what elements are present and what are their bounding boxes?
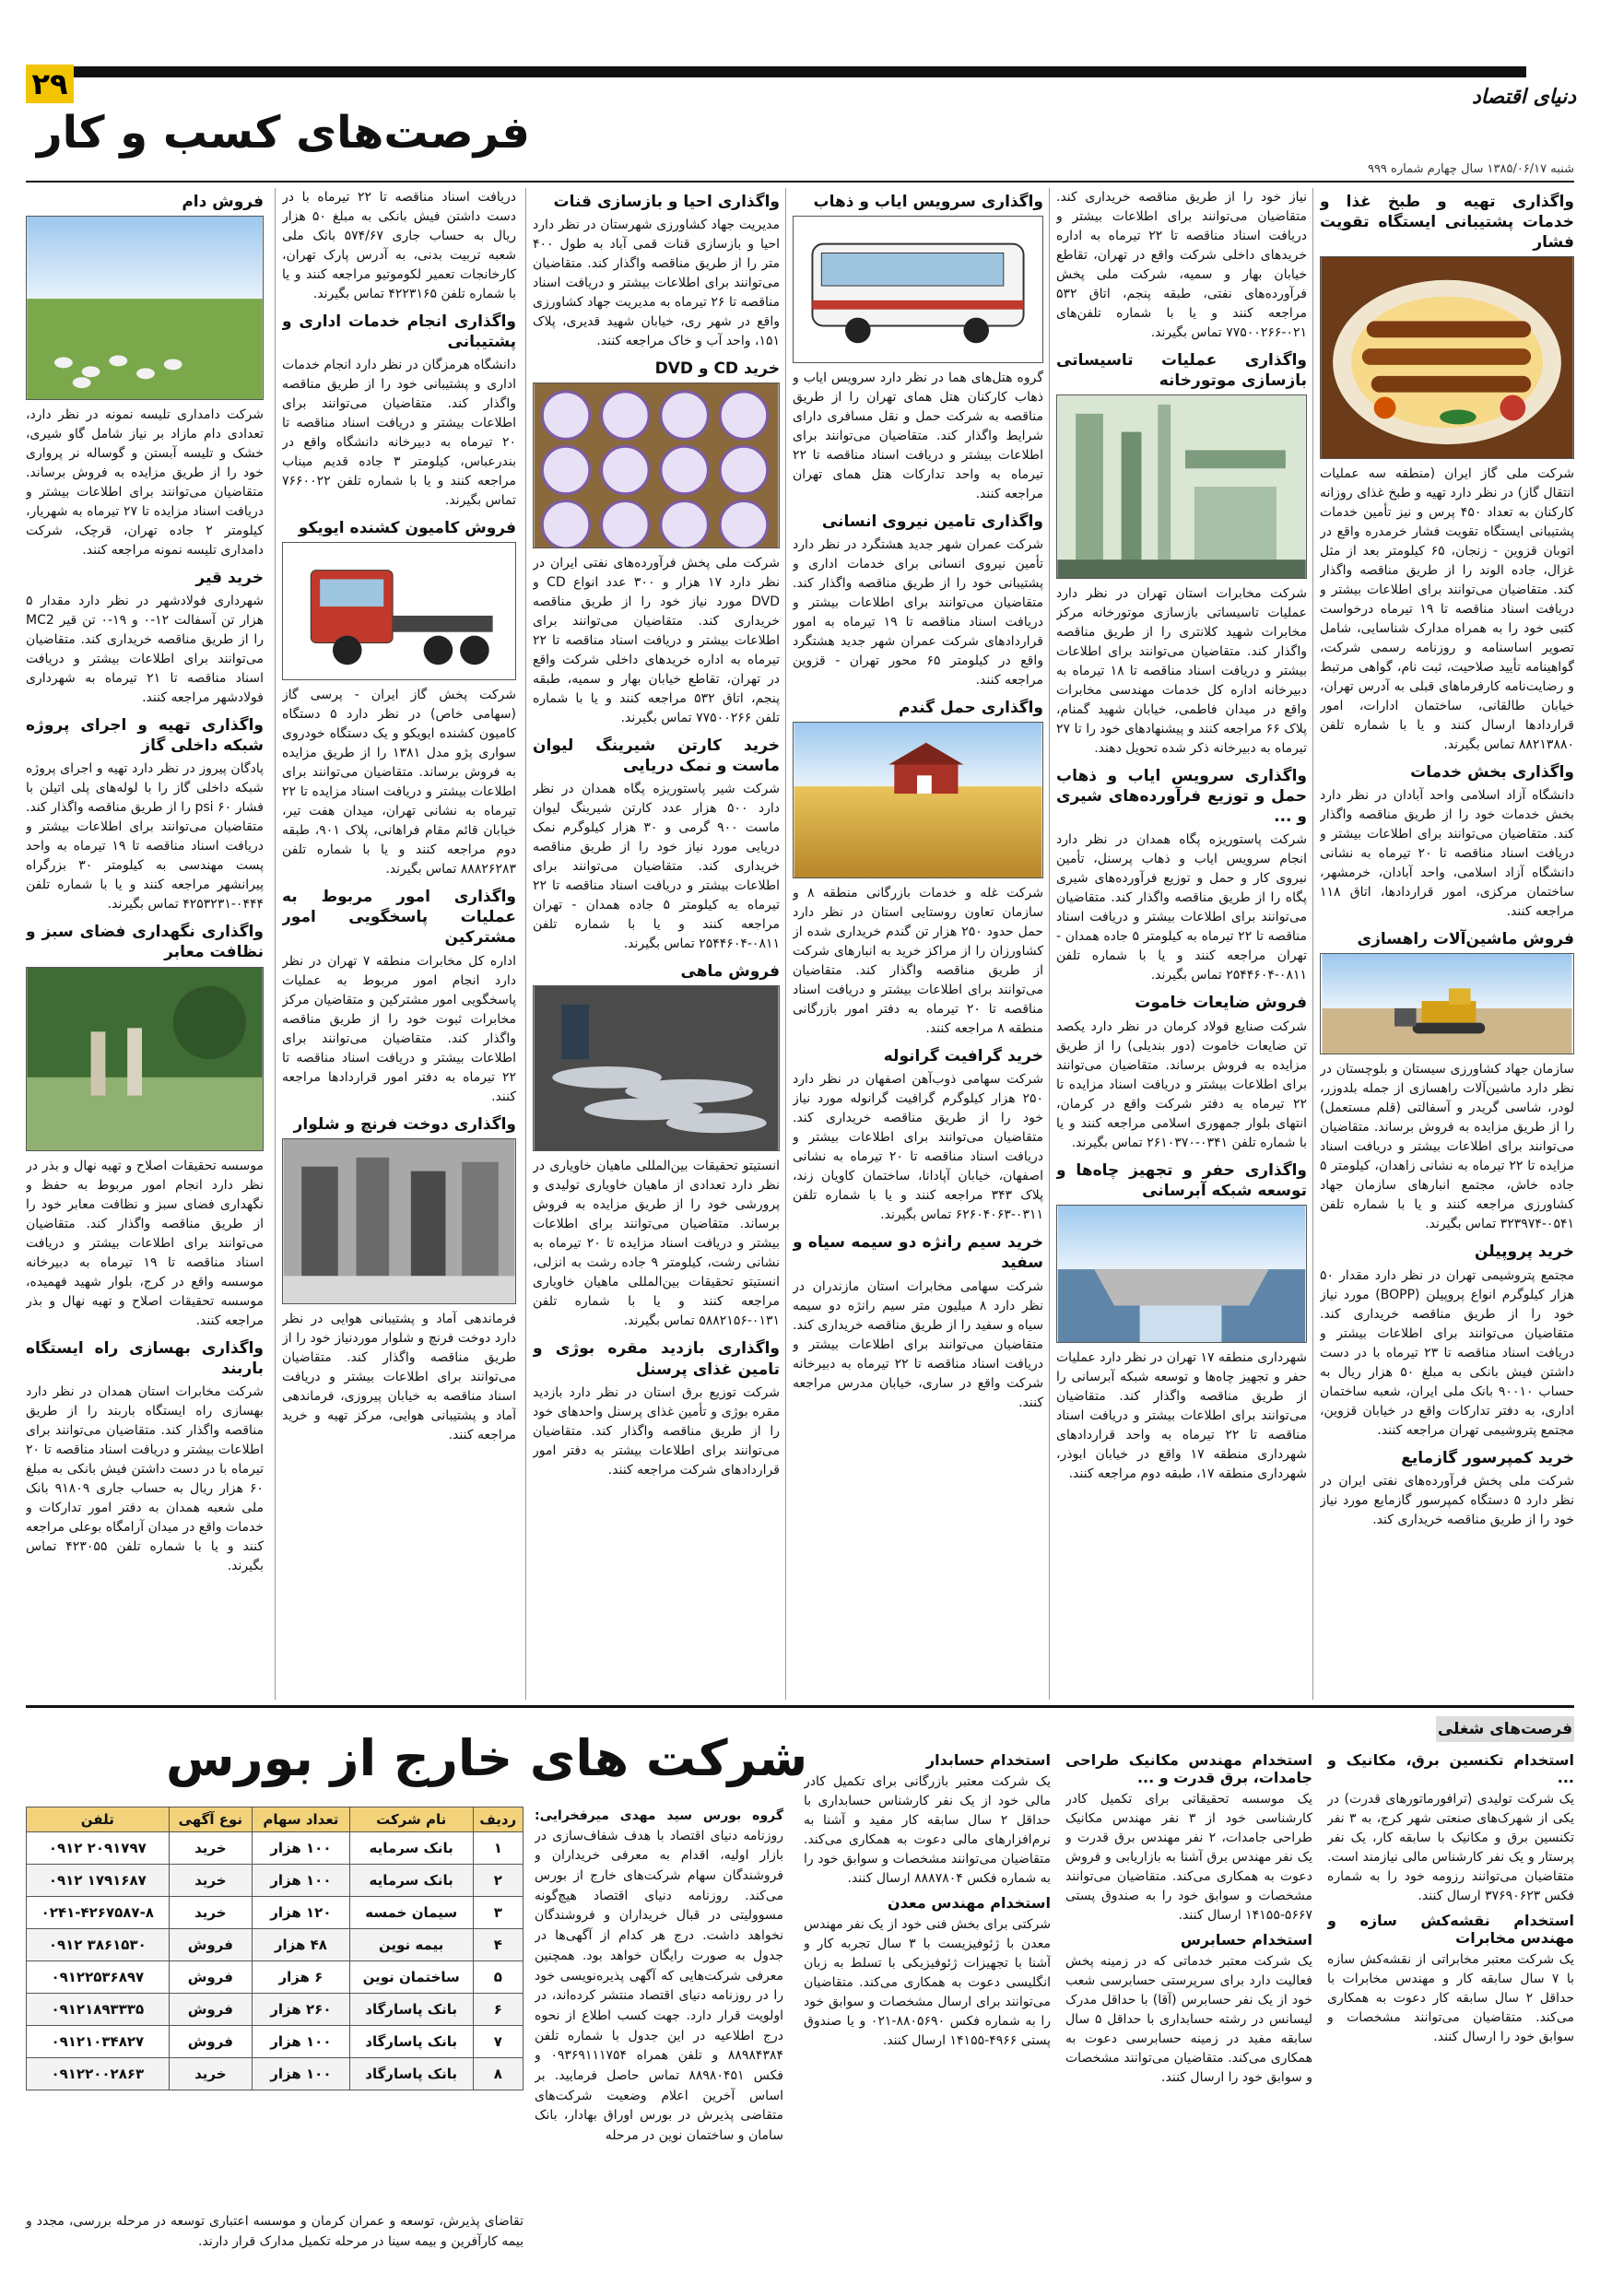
cell-ad-type: خرید	[169, 1865, 252, 1897]
article-title: خرید کارتن شیرینگ لیوان ماست و نمک دریایی	[533, 736, 780, 776]
article-road-machinery	[1320, 929, 1574, 1234]
job-title: استخدام حسابدار	[925, 1751, 1051, 1769]
article-qanat	[533, 192, 780, 351]
article-body: شرکت سهامی مخابرات استان مازندران در نظر دارد ۸ میلیون متر سیم رانژه دو سیمه سیاه و سفید را از طریق مناقصه خریداری کند. متقاضیان می‌توانند برای اطلاعات بیشتر و دریافت اسناد مناقصه تا ۲۲ تیرماه به دبیرخانه شرکت واقع در ساری، خیابان مدرس مراجعه کنند.	[793, 1278, 1043, 1410]
job-text: یک شرکت معتبر مخابراتی از نقشه‌کش سازه با ۷ سال سابقه کار و مهندس مخابرات با حداقل ۲ سال سابقه کار دعوت به همکاری می‌کند. متقاضیان می‌توانند مشخصات و سوابق خود را ارسال کنند.	[1327, 1952, 1574, 2044]
article-body: دانشگاه هرمزگان در نظر دارد انجام خدمات اداری و پشتیبانی خود را از طریق مناقصه واگذار کند. متقاضیان می‌توانند برای اطلاعات بیشتر و دریافت اسناد مناقصه تا ۲۰ تیرماه به دبیرخانه دانشگاه واقع در بندرعباس، کیلومتر ۳ جاده قدیم میناب مراجعه کنند و یا با شماره تلفن ۷۶۶۰۰۲۲ تماس بگیرند.	[282, 358, 516, 509]
cell-company: بانک پاسارگاد	[349, 2058, 473, 2090]
article-title: خرید CD و DVD	[654, 359, 780, 379]
cell-row-number: ۶	[473, 1994, 523, 2026]
article-body: شرکت عمران شهر جدید هشتگرد در نظر دارد تأمین نیروی انسانی برای خدمات اداری و پشتیبانی خود را از طریق مناقصه واگذار کند. متقاضیان می‌توانند برای اطلاعات بیشتر و دریافت اسناد مناقصه تا ۱۹ تیرماه به امور قراردادهای شرکت عمران شهر جدید هشتگرد واقع در کیلومتر ۶۵ محور تهران - قزوین مراجعه کنند.	[793, 537, 1043, 689]
kebab-food-image	[1320, 256, 1574, 459]
bourse-intro-text: روزنامه دنیای اقتصاد با هدف شفاف‌سازی در بازار اولیه، اقدام به معرفی خریداران و فروشندگان سهام شرکت‌های خارج از بورس می‌کند. روزنامه دنیای اقتصاد هیچ‌گونه مسوولیتی در قبال خریداران و فروشندگان نخواهد داشت. درج هر کدام از آگهی‌ها در جدول به صورت رایگان خواهد بود. همچنین معرفی شرکت‌هایی که آگهی پذیره‌نویسی خود را در روزنامه دنیای اقتصاد منتشر کرده‌اند، در اولویت قرار دارد. جهت کسب اطلاع از نحوه درج اطلاعیه در این جدول با شماره تلفن ۸۸۹۸۴۳۸۴ و تلفن همراه ۰۹۳۶۹۱۱۱۷۵۴ و فکس ۸۸۹۸۰۴۵۱ تماس حاصل فرمایید. بر اساس آخرین اعلام وضعیت شرکت‌های متقاضی پذیرش در بورس اوراق بهادار، بانک سامان و ساختمان نوین در مرحله	[535, 1828, 783, 2143]
article-body: شرکت صنایع فولاد کرمان در نظر دارد یکصد تن ضایعات خاموت (دور بندیلی) را از طریق مزایده به فروش برساند. متقاضیان می‌توانند برای اطلاعات بیشتر و دریافت اسناد مزایده تا ۲۲ تیرماه به دفتر شرکت واقع در کرمان، انتهای بلوار جمهوری اسلامی مراجعه کنند و یا با شماره تلفن ۰۳۴۱-۲۶۱۰۳۷۰ تماس بگیرند.	[1056, 1018, 1307, 1150]
article-cd-dvd	[533, 359, 780, 728]
cell-company: سیمان خمسه	[349, 1897, 473, 1929]
cell-ad-type: خرید	[169, 1897, 252, 1929]
engine-room-image	[1056, 394, 1307, 579]
article-services	[1320, 762, 1574, 922]
cell-phone: ۰۹۱۲۱۸۹۳۳۳۵	[27, 1994, 170, 2026]
column-5	[282, 188, 516, 1700]
cell-ad-type: فروش	[169, 1994, 252, 2026]
article-body: شرکت دامداری تلیسه نمونه در نظر دارد، تعدادی دام مازاد بر نیاز شامل گاو شیری، خشک و تلیسه آبستن و گوساله نر پرواری خود را از طریق مزایده به فروش برساند. متقاضیان می‌توانند برای اطلاعات بیشتر و دریافت اسناد مزایده تا ۲۷ تیرماه به شهریار، کیلومتر ۲ جاده تهران، قرچک، شرکت دامداری تلیسه نمونه مراجعه کنند.	[26, 407, 264, 559]
jobs-header: فرصت‌های شغلی	[1436, 1716, 1574, 1742]
park-image	[26, 967, 264, 1151]
cell-shares: ۱۰۰ هزار	[253, 1832, 350, 1865]
article-graphite	[793, 1046, 1043, 1225]
job-title: استخدام تکنسین برق، مکانیک و ...	[1327, 1751, 1574, 1786]
article-body: مدیریت جهاد کشاورزی شهرستان در نظر دارد احیا و بازسازی قنات قمی آباد به طول ۴۰۰ متر را از طریق مناقصه واگذار کند. متقاضیان می‌توانند برای اطلاعات بیشتر و دریافت اسناد مناقصه تا ۲۶ تیرماه به مدیریت جهاد کشاورزی واقع در شهر ری، خیابان شهید قدیری، پلاک ۱۵۱، واحد آب و خاک مراجعه کنند.	[533, 218, 780, 349]
cell-phone: ۰۹۱۲۲۰۰۲۸۶۳	[27, 2058, 170, 2090]
article-wire	[793, 1232, 1043, 1412]
article-title: خرید کمپرسور گازمایع	[1401, 1448, 1574, 1467]
article-title: واگذاری بازدید مقره بوژی و تامین غذای پرسنل	[533, 1339, 780, 1379]
cell-company: بانک پاسارگاد	[349, 1994, 473, 2026]
bourse-intro	[535, 1807, 783, 2258]
cell-company: ساختمان نوین	[349, 1961, 473, 1994]
article-wheat	[793, 698, 1043, 1039]
article-body: گروه هتل‌های هما در نظر دارد سرویس ایاب و ذهاب کارکنان هتل همای تهران را از طریق مناقصه به شرکت حمل و نقل مسافری دارای شرایط واگذار کند. متقاضیان می‌توانند برای اطلاعات بیشتر و دریافت اسناد مناقصه تا ۲۲ تیرماه به واحد تدارکات هتل همای تهران مراجعه کنند.	[793, 371, 1043, 502]
article-body: فرماندهی آماد و پشتیبانی هوایی در نظر دارد دوخت فرنچ و شلوار موردنیاز خود را از طریق مناقصه واگذار کند. متقاضیان می‌توانند برای اطلاعات بیشتر و دریافت اسناد مناقصه به خیابان پیروزی، فرماندهی آماد و پشتیبانی هوایی، مرکز تهیه و خرید مراجعه کنند.	[282, 1311, 516, 1442]
article-green-space	[26, 922, 264, 1330]
cell-shares: ۴۸ هزار	[253, 1929, 350, 1961]
article-title: واگذاری تهیه و طبخ غذا و خدمات پشتیبانی ایستگاه تقویت فشار	[1320, 193, 1574, 253]
table-row	[27, 2026, 524, 2058]
column-2	[1056, 188, 1307, 1700]
article-body: دانشگاه آزاد اسلامی واحد آبادان در نظر دارد بخش خدمات خود را از طریق مناقصه واگذار کند. متقاضیان می‌توانند برای اطلاعات بیشتر و دریافت اسناد مناقصه تا ۲۰ تیرماه به نشانی دانشگاه آزاد اسلامی، واحد آبادان، خرمشهر، ساختمان مرکزی، امور قراردادها، اتاق ۱۱۸ مراجعه کنند.	[1320, 788, 1574, 920]
article-body: شهرداری منطقه ۱۷ تهران در نظر دارد عملیات حفر و تجهیز چاه‌ها و توسعه شبکه آبرسانی را از طریق مناقصه واگذار کند. متقاضیان می‌توانند برای اطلاعات بیشتر و دریافت اسناد مناقصه تا ۲۲ تیرماه به واحد قراردادهای شهرداری منطقه ۱۷ واقع در خیابان ابوذر، شهرداری منطقه ۱۷، طبقه دوم مراجعه کنند.	[1056, 1349, 1307, 1481]
section-rule	[26, 1705, 1574, 1708]
jobs-column-3	[804, 1748, 1051, 2269]
cell-ad-type: خرید	[169, 2058, 252, 2090]
header-row-number: ردیف	[473, 1807, 523, 1832]
page-number: ۲۹	[26, 65, 74, 103]
article-propylene	[1320, 1242, 1574, 1440]
article-body: شرکت سهامی ذوب‌آهن اصفهان در نظر دارد ۲۵۰ هزار کیلوگرم گرافیت گرانوله مورد نیاز خود را از طریق مناقصه خریداری کند. متقاضیان می‌توانند برای اطلاعات بیشتر و دریافت اسناد مناقصه تا ۲۰ تیرماه به نشانی اصفهان، خیابان آپادانا، ساختمان کاویان زند، پلاک ۳۴۳ مراجعه کنند و یا با شماره تلفن ۰۳۱۱-۶۲۶۰۴۰۶۳ تماس بگیرند.	[793, 1072, 1043, 1223]
article-compressor	[1320, 1448, 1574, 1530]
article-title: واگذاری تهیه و اجرای پروژه شبکه داخلی گاز	[26, 716, 264, 756]
article-title: خرید پروپیلن	[1474, 1242, 1574, 1262]
column-separator	[785, 188, 786, 1700]
article-admin-services	[282, 312, 516, 511]
article-iveco	[282, 518, 516, 879]
article-body: شرکت توزیع برق استان در نظر دارد بازدید مقره بوژی و تأمین غذای پرسنل واحدهای خود را از طریق مناقصه واگذار کند. متقاضیان می‌توانند برای اطلاعات بیشتر به دفتر امور قراردادهای شرکت مراجعه کنند.	[533, 1384, 780, 1478]
article-title: واگذاری بخش خدمات	[1410, 763, 1574, 783]
article-body: شرکت مخابرات استان همدان در نظر دارد بهسازی راه ایستگاه باربند را از طریق مناقصه واگذار کند. متقاضیان می‌توانند برای اطلاعات بیشتر و دریافت اسناد مناقصه تا ۲۰ تیرماه با در دست داشتن فیش بانکی به مبلغ ۶۰ هزار ریال به حساب جاری ۹۱۸۰۹ بانک ملی شعبه همدان به دفتر امور تدارکات و خدمات واقع در میدان آرامگاه بوعلی مراجعه کنند و یا با شماره تلفن ۴۲۳۰۵۵ تماس بگیرند.	[26, 1383, 264, 1573]
table-header-row	[27, 1807, 524, 1832]
article-title: واگذاری حمل گندم	[898, 699, 1043, 718]
article-title: واگذاری عملیات تاسیساتی بازسازی موتورخانه	[1056, 351, 1307, 391]
article-body: شرکت غله و خدمات بازرگانی منطقه ۸ و سازمان تعاون روستایی استان در نظر دارد حمل حدود ۲۵۰ هزار تن گندم خریداری شده از کشاورزان را از مراکز خرید به انبارهای شرکت از طریق مناقصه واگذار کند. متقاضیان می‌توانند برای اطلاعات بیشتر و دریافت اسناد مناقصه تا ۲۰ تیرماه به دفتر امور بازرگانی منطقه ۸ مراجعه کنند.	[793, 886, 1043, 1037]
brand-logo: دنیای اقتصاد	[1472, 85, 1576, 109]
article-title: واگذاری حفر و تجهیز چاه‌ها و توسعه شبکه آبرسانی	[1056, 1160, 1307, 1200]
article-title: فروش ماهی	[680, 962, 780, 982]
header-ad-type: نوع آگهی	[169, 1807, 252, 1832]
article-body: دریافت اسناد مناقصه تا ۲۲ تیرماه با در دست داشتن فیش بانکی به مبلغ ۵۰ هزار ریال به حساب جاری ۵۷۴/۶۷ بانک ملی شعبه تربیت بدنی، به آدرس پارک تهران، کارخانجات تعمیر لکوموتیو مراجعه کنند و یا با شماره تلفن ۴۲۲۳۱۶۵ تماس بگیرند.	[282, 190, 516, 301]
article-continued	[282, 188, 516, 304]
dam-water-image	[1056, 1205, 1307, 1343]
article-title: واگذاری انجام خدمات اداری و پشتیبانی	[282, 312, 516, 352]
article-engine-room	[1056, 350, 1307, 759]
article-body: شرکت پاستوریزه پگاه همدان در نظر دارد انجام سرویس ایاب و ذهاب پرسنل، تأمین نیروی کار و حمل و توزیع فرآورده‌های شیری پگاه را از طریق مناقصه واگذار کند. متقاضیان می‌توانند برای اطلاعات بیشتر و دریافت اسناد مناقصه تا ۲۲ تیرماه به کیلومتر ۵ جاده همدان - تهران مراجعه کنند و یا با شماره تلفن ۰۸۱۱-۲۵۴۴۶۰۴ تماس بگیرند.	[1056, 832, 1307, 983]
article-body: انستیتو تحقیقات بین‌المللی ماهیان خاویاری در نظر دارد تعدادی از ماهیان خاویاری تولیدی و پرورشی خود را از طریق مزایده به فروش برساند. متقاضیان می‌توانند برای اطلاعات بیشتر و دریافت اسناد مزایده تا ۲۰ تیرماه به نشانی رشت، کیلومتر ۹ جاده رشت به انزلی، انستیتو تحقیقات بین‌المللی ماهیان خاویاری مراجعه کنند و یا با شماره تلفن ۰۱۳۱-۵۸۸۲۱۵۶ تماس بگیرند.	[533, 1159, 780, 1329]
column-separator	[525, 188, 526, 1700]
article-title: واگذاری بهسازی راه ایستگاه باربند	[26, 1338, 264, 1378]
article-title: خرید قیر	[195, 569, 264, 588]
cell-shares: ۱۰۰ هزار	[253, 1865, 350, 1897]
bottom-section	[0, 1705, 1600, 2295]
column-1	[1320, 188, 1574, 1700]
article-food-services	[1320, 192, 1574, 755]
cell-company: بانک سرمایه	[349, 1865, 473, 1897]
column-separator	[275, 188, 276, 1700]
tailoring-image	[282, 1138, 516, 1304]
article-wells	[1056, 1160, 1307, 1484]
job-text: یک موسسه تحقیقاتی برای تکمیل کادر کارشناسی خود از ۳ نفر مهندس مکانیک طراحی جامدات، ۲ نفر مهندس برق قدرت و یک نفر مهندس برق آشنا به بازاریابی و فروش دعوت به همکاری می‌کند. متقاضیان می‌توانند مشخصات و سوابق خود را به صندوق پستی ۵۶۶۷-۱۴۱۵۵ ارسال کنند.	[1065, 1792, 1312, 1923]
cell-company: بانک سرمایه	[349, 1832, 473, 1865]
table-row	[27, 1961, 524, 1994]
cell-phone: ۰۲۴۱-۴۲۶۷۵۸۷-۸	[27, 1897, 170, 1929]
job-title: استخدام مهندس معدن	[887, 1894, 1051, 1912]
article-body: سازمان جهاد کشاورزی سیستان و بلوچستان در نظر دارد ماشین‌آلات راهسازی از جمله بلدوزر، لودر، شاسی گریدر و آسفالتی (قلم مستعمل) را از طریق مزایده به فروش برساند. متقاضیان می‌توانند برای اطلاعات بیشتر و دریافت اسناد مزایده تا ۲۲ تیرماه به نشانی زاهدان، کیلومتر ۵ جاده خاش، مجتمع انبارهای سازمان جهاد کشاورزی مراجعه کنند و یا با شماره تلفن ۰۵۴۱-۳۲۳۹۷۴ تماس بگیرند.	[1320, 1062, 1574, 1232]
cell-phone: ۰۹۱۲۱۰۳۴۸۲۷	[27, 2026, 170, 2058]
article-body: نیاز خود را از طریق مناقصه خریداری کند. متقاضیان می‌توانند برای اطلاعات بیشتر و دریافت اسناد مناقصه تا ۲۲ تیرماه به اداره خریدهای داخلی شرکت واقع در تهران، تقاطع خیابان بهار و سمیه، شرکت ملی پخش فرآورده‌های نفتی، طبقه پنجم، اتاق ۵۳۲ مراجعه کنند و یا با شماره تلفن‌های ۰۲۱-۷۷۵۰۰۲۶۶ تماس بگیرند.	[1056, 190, 1307, 340]
cell-row-number: ۱	[473, 1832, 523, 1865]
article-title: فروش دام	[182, 193, 264, 211]
article-title: خرید سیم رانژه دو سیمه سیاه و سفید	[793, 1233, 1043, 1273]
article-body: موسسه تحقیقات اصلاح و تهیه نهال و بذر در نظر دارد انجام امور مربوط به حفظ و نگهداری فضای سبز و نظافت معابر خود را از طریق مناقصه واگذار کند. متقاضیان می‌توانند برای اطلاعات بیشتر و دریافت اسناد مناقصه تا ۱۹ تیرماه به دبیرخانه موسسه واقع در کرج، بلوار شهید فهمیده، موسسه تحقیقات اصلاح و تهیه نهال و بذر مراجعه کنند.	[26, 1158, 264, 1328]
cell-row-number: ۴	[473, 1929, 523, 1961]
job-title: استخدام مهندس مکانیک طراحی جامدات، برق قدرت و ...	[1065, 1751, 1312, 1786]
article-title: واگذاری تامین نیروی انسانی	[821, 512, 1043, 532]
article-bitumen	[26, 568, 264, 708]
cell-row-number: ۲	[473, 1865, 523, 1897]
article-title: واگذاری سرویس ایاب و ذهاب حمل و توزیع فرآورده‌های شیری و ...	[1056, 767, 1307, 827]
header-shares: تعداد سهام	[253, 1807, 350, 1832]
header-company: نام شرکت	[349, 1807, 473, 1832]
article-gas-network	[26, 715, 264, 914]
cell-shares: ۱۰۰ هزار	[253, 2026, 350, 2058]
cd-dvd-image	[533, 383, 780, 548]
bus-image	[793, 216, 1043, 363]
cell-phone: ۰۹۱۲ ۱۷۹۱۶۸۷	[27, 1865, 170, 1897]
cell-row-number: ۸	[473, 2058, 523, 2090]
article-fish	[533, 961, 780, 1331]
article-scrap	[1056, 993, 1307, 1152]
article-road-station	[26, 1338, 264, 1576]
jobs-column-2	[1065, 1748, 1312, 2269]
article-continued	[1056, 188, 1307, 343]
article-title: فروش ماشین‌آلات راهسازی	[1357, 930, 1574, 949]
cell-phone: ۰۹۱۲۲۵۳۶۸۹۷	[27, 1961, 170, 1994]
cell-shares: ۲۶۰ هزار	[253, 1994, 350, 2026]
job-text: یک شرکت معتبر بازرگانی برای تکمیل کادر مالی خود از یک نفر کارشناس حسابداری با حداقل ۲ سال سابقه کار مفید و آشنا به نرم‌افزارهای مالی دعوت به همکاری می‌کند. متقاضیان می‌توانند مشخصات و سوابق خود را به شماره فکس ۸۸۸۷۸۰۴ ارسال کنند.	[804, 1774, 1051, 1886]
column-separator	[1312, 188, 1313, 1700]
fish-image	[533, 985, 780, 1151]
cell-ad-type: خرید	[169, 1832, 252, 1865]
cell-row-number: ۵	[473, 1961, 523, 1994]
article-insulator	[533, 1338, 780, 1479]
table-row	[27, 1929, 524, 1961]
sheep-pasture-image	[26, 216, 264, 400]
article-title: واگذاری امور مربوط به عملیات پاسخگویی امور مشترکین	[282, 888, 516, 948]
article-title: واگذاری احیا و بازسازی قنات	[553, 193, 780, 211]
job-text: یک شرکت معتبر خدماتی که در زمینه پخش فعالیت دارد برای سرپرستی حسابرسی شعب خود از یک نفر حسابرس (آقا) با حداقل مدرک لیسانس در رشته حسابداری با حداقل ۵ سال سابقه مفید در زمینه حسابرسی دعوت به همکاری می‌کند. متقاضیان می‌توانند مشخصات و سوابق خود را ارسال کنند.	[1065, 1954, 1312, 2085]
article-title: واگذاری دوخت فرنچ و شلوار	[293, 1114, 516, 1134]
article-title: فروش ضایعات خاموت	[1135, 994, 1307, 1013]
bulldozer-image	[1320, 953, 1574, 1054]
article-title: خرید گرافیت گرانوله	[883, 1047, 1043, 1066]
article-uniform	[282, 1114, 516, 1445]
table-row	[27, 1832, 524, 1865]
article-body: اداره کل مخابرات منطقه ۷ تهران در نظر دارد انجام امور مربوط به عملیات پاسخگویی امور مشترکین و متقاضیان مرکز مخابرات ثبوت خود را از طریق مناقصه واگذار کند. متقاضیان می‌توانند برای اطلاعات بیشتر و دریافت اسناد مناقصه تا ۲۲ تیرماه به دفتر امور قراردادها مراجعه کنند.	[282, 953, 516, 1104]
article-livestock	[26, 192, 264, 560]
table-row	[27, 1897, 524, 1929]
column-3	[793, 188, 1043, 1700]
job-text: شرکتی برای بخش فنی خود از یک نفر مهندس معدن با ژئوفیزیست با ۳ سال تجربه کار و آشنا با تجهیزات ژئوفیزیکی با تسلط به زبان انگلیسی دعوت به همکاری می‌کند. متقاضیان می‌توانند برای ارسال مشخصات و سوابق خود را به شماره فکس ۸۸۰۵۶۹۰-۰۲۱ و یا صندوق پستی ۴۹۶۶-۱۴۱۵۵ ارسال کنند.	[804, 1917, 1051, 2048]
masthead	[0, 0, 1600, 184]
cell-phone: ۰۹۱۲ ۳۸۶۱۵۳۰	[27, 1929, 170, 1961]
article-title: واگذاری نگهداری فضای سبز و نظافت معابر	[26, 923, 264, 962]
cell-company: بیمه نوین	[349, 1929, 473, 1961]
cell-ad-type: فروش	[169, 1929, 252, 1961]
issue-info: شنبه ۱۳۸۵/۰۶/۱۷ سال چهارم شماره ۹۹۹	[1367, 162, 1574, 176]
table-row	[27, 1865, 524, 1897]
cell-ad-type: فروش	[169, 1961, 252, 1994]
cell-shares: ۱۲۰ هزار	[253, 1897, 350, 1929]
bourse-author: گروه بورس سید مهدی میرفخرایی:	[535, 1808, 783, 1823]
column-6	[26, 188, 264, 1700]
header-thin-rule	[26, 181, 1574, 183]
article-body: مجتمع پتروشیمی تهران در نظر دارد مقدار ۵۰ هزار کیلوگرم انواع پروپیلن (BOPP) مورد نیاز خود را از طریق مناقصه خریداری کند. متقاضیان می‌توانند برای اطلاعات بیشتر و دریافت اسناد مناقصه تا ۲۳ تیرماه با در دست داشتن فیش بانکی به مبلغ ۵۰ هزار ریال به حساب ۹۰۰۱۰ بانک ملی ایران، شعبه ساختمان اداری، به دفتر تدارکات واقع در خیابان قزوین، مجتمع پتروشیمی تهران مراجعه کنند.	[1320, 1267, 1574, 1438]
cell-row-number: ۳	[473, 1897, 523, 1929]
table-row	[27, 2058, 524, 2090]
header-phone: تلفن	[27, 1807, 170, 1832]
bourse-footer: تقاضای پذیرش، توسعه و عمران کرمان و موسسه اعتباری توسعه در مرحله بررسی، مجدد و بیمه کارآفرین و بیمه سینا در مرحله تکمیل مدارک قرار دارند.	[26, 2214, 524, 2249]
article-body: شهرداری فولادشهر در نظر دارد مقدار ۵ هزار تن آسفالت ۱۲-۰ و ۱۹-۰ تن قیر MC2 را از طریق مناقصه خریداری کند. متقاضیان می‌توانند برای اطلاعات بیشتر و دریافت اسناد مناقصه تا ۲۱ تیرماه به شهرداری فولادشهر مراجعه کنند.	[26, 594, 264, 706]
article-cartons	[533, 736, 780, 954]
cell-shares: ۱۰۰ هزار	[253, 2058, 350, 2090]
article-title: فروش کامیون کشنده ایویکو	[298, 519, 516, 538]
truck-image	[282, 542, 516, 680]
job-title: استخدام حسابرس	[1180, 1931, 1312, 1949]
article-manpower	[793, 512, 1043, 690]
cell-ad-type: فروش	[169, 2026, 252, 2058]
page-title: فرصت‌های کسب و کار	[37, 107, 530, 159]
wheat-field-image	[793, 722, 1043, 878]
article-body: شرکت ملی پخش فرآورده‌های نفتی ایران در نظر دارد ۱۷ هزار و ۳۰۰ عدد انواع CD و DVD مورد نیاز خود را از طریق مناقصه خریداری کند. متقاضیان می‌توانند برای اطلاعات بیشتر و دریافت اسناد مناقصه تا ۲۲ تیرماه به اداره خریدهای داخلی شرکت واقع در تهران، تقاطع خیابان بهار و سمیه، طبقه پنجم، اتاق ۵۳۲ مراجعه کنند و یا با شماره تلفن ۷۷۵۰۰۲۶۶ تماس بگیرند.	[533, 556, 780, 726]
job-text: یک شرکت تولیدی (ترافورماتورهای قدرت) در یکی از شهرک‌های صنعتی شهر کرج، به ۳ نفر تکنسین برق و مکانیک با سابقه کار، یک نفر پرستار و یک نفر کارشناس مالی نیازمند است. متقاضیان می‌توانند رزومه خود را به شماره فکس ۳۷۶۹۰۶۲۳ ارسال کنند.	[1327, 1792, 1574, 1903]
bourse-title: شرکت های خارج از بورس	[166, 1729, 808, 1787]
article-bus-service	[793, 192, 1043, 504]
article-body: شرکت پخش گاز ایران - پرسی گاز (سهامی خاص) در نظر دارد ۵ دستگاه کامیون کشنده ایویکو و یک دستگاه خودروی سواری پژو مدل ۱۳۸۱ را از طریق مزایده به فروش برساند. متقاضیان می‌توانند برای اطلاعات بیشتر و دریافت اسناد مزایده تا ۲۲ تیرماه به نشانی تهران، میدان هفت تیر، خیابان قائم مقام فراهانی، پلاک ۹۰۱، طبقه دوم مراجعه کنند و یا با شماره تلفن ۸۸۸۲۶۲۸۳ تماس بگیرند.	[282, 688, 516, 877]
column-separator	[1049, 188, 1050, 1700]
article-dairy-transport	[1056, 766, 1307, 985]
cell-row-number: ۷	[473, 2026, 523, 2058]
header-rule	[74, 66, 1526, 77]
bourse-table	[26, 1807, 524, 2090]
article-body: شرکت شیر پاستوریزه پگاه همدان در نظر دارد ۵۰۰ هزار عدد کارتن شیرینگ لیوان ماست ۹۰۰ گرمی و ۳۰ هزار کیلوگرم نمک دریایی مورد نیاز خود را از طریق مناقصه خریداری کند. متقاضیان می‌توانند برای اطلاعات بیشتر و دریافت اسناد مناقصه تا ۲۲ تیرماه به کیلومتر ۵ جاده همدان - تهران مراجعه کنند و یا با شماره تلفن ۰۸۱۱-۲۵۴۴۶۰۴ تماس بگیرند.	[533, 782, 780, 952]
job-title: استخدام نقشه‌کش سازه و مهندس مخابرات	[1327, 1912, 1574, 1947]
column-4	[533, 188, 780, 1700]
article-title: واگذاری سرویس ایاب و ذهاب	[813, 193, 1043, 211]
table-row	[27, 1994, 524, 2026]
article-body: شرکت مخابرات استان تهران در نظر دارد عملیات تاسیساتی بازسازی موتورخانه مرکز مخابرات شهید کلانتری را از طریق مناقصه واگذار کند. متقاضیان می‌توانند برای اطلاعات بیشتر و دریافت اسناد مناقصه تا ۱۸ تیرماه به دبیرخانه اداره کل خدمات مهندسی مخابرات واقع در میدان فاطمی، خیابان شهید گمنام، پلاک ۶۶ مراجعه کنند و پیشنهادهای خود را تا ۲۷ تیرماه به دبیرخانه ذکر شده تحویل دهند.	[1056, 586, 1307, 757]
cell-company: بانک پاسارگاد	[349, 2026, 473, 2058]
article-body: پادگان پیروز در نظر دارد تهیه و اجرای پروژه شبکه داخلی گاز را با لوله‌های پلی اتیلن با فشار ۶۰ psi را از طریق مناقصه واگذار کند. متقاضیان می‌توانند برای اطلاعات بیشتر و دریافت اسناد مناقصه تا ۱۹ تیرماه به واحد پست مهندسی به کیلومتر ۳۰ بزرگراه پیرانشهر مراجعه کنند و یا با شماره تلفن ۰۴۴۴-۴۲۵۳۲۳۱ تماس بگیرند.	[26, 761, 264, 913]
cell-phone: ۰۹۱۲ ۲۰۹۱۷۹۷	[27, 1832, 170, 1865]
jobs-column-1	[1327, 1748, 1574, 2269]
article-body: شرکت ملی پخش فرآورده‌های نفتی ایران در نظر دارد ۵ دستگاه کمپرسور گازمایع مورد نیاز خود را از طریق مناقصه خریداری کند.	[1320, 1473, 1574, 1527]
jobs-section	[800, 1716, 1574, 2269]
cell-shares: ۶ هزار	[253, 1961, 350, 1994]
article-body: شرکت ملی گاز ایران (منطقه سه عملیات انتقال گاز) در نظر دارد تهیه و طبخ غذای روزانه کارکنان به تعداد ۴۵۰ پرس و نیز تأمین خدمات پشتیبانی ایستگاه تقویت فشار خرمدره واقع در اتوبان قزوین - زنجان، ۶۵ کیلومتر بعد از مثل غزال، جاده الوند را از طریق مناقصه واگذار کند. متقاضیان می‌توانند برای اطلاعات بیشتر و دریافت اسناد مناقصه تا ۱۹ تیرماه درخواست کتبی خود را به همراه مدارک شناسایی، شامل تصویر اساسنامه و روزنامه رسمی شرکت، گواهینامه تأیید صلاحیت، ثبت نام، گواهی مرتبط و رضایت‌نامه کارفرماهای قبلی به آدرس تهران، خیابان طالقانی، ساختمان ادارات، امور قراردادها ارسال کنند و یا با شماره تلفن ۸۸۲۱۳۸۸۰ تماس بگیرند.	[1320, 466, 1574, 753]
article-customer-service	[282, 887, 516, 1106]
